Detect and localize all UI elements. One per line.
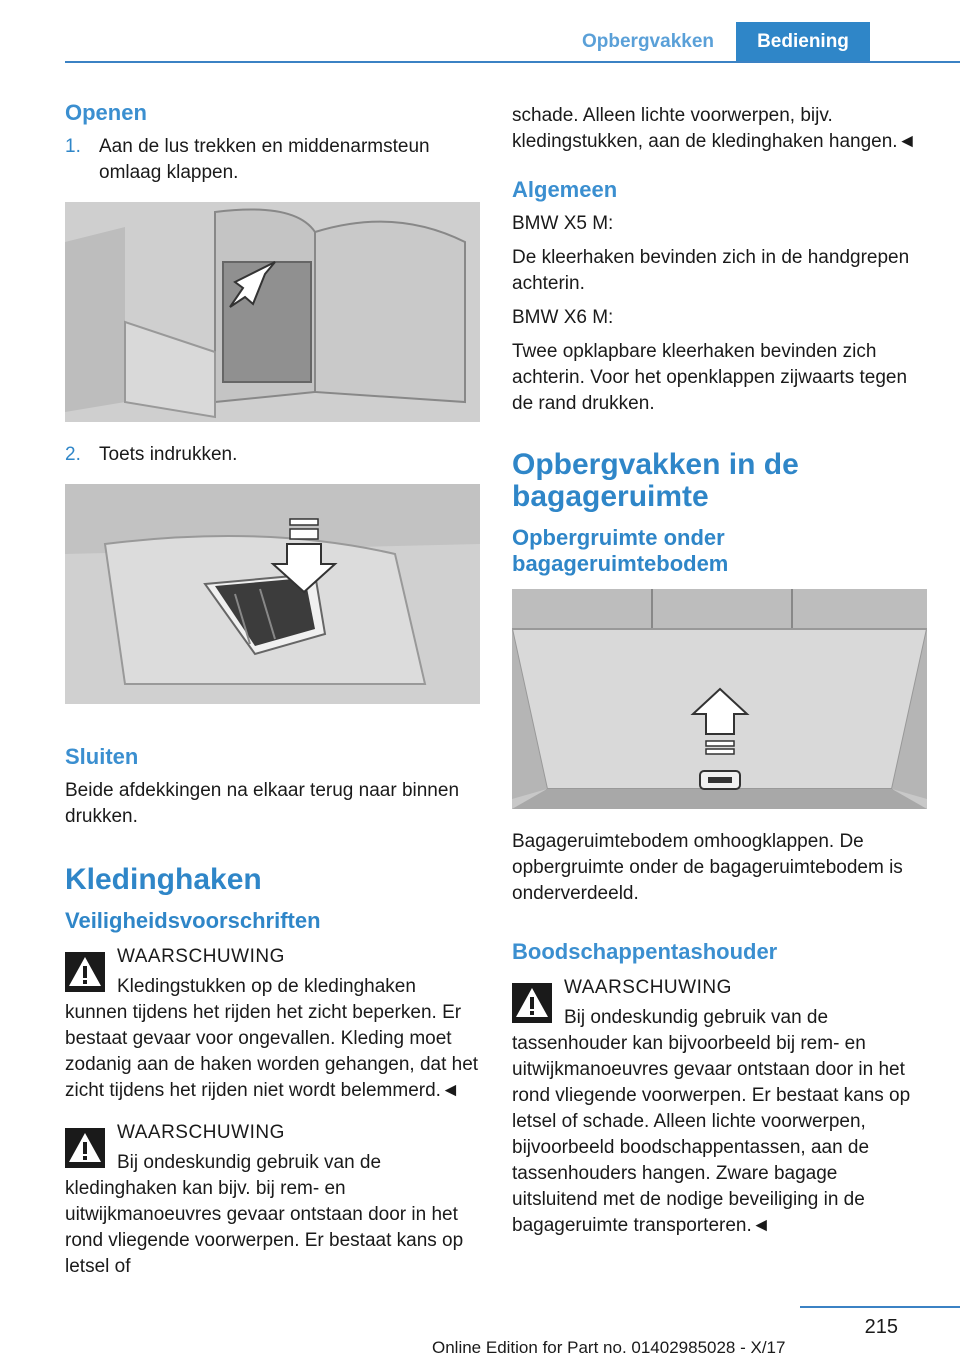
onder-heading: Opbergruimte onder bagageruimtebodem [512,525,729,576]
step-number: 1. [65,136,81,157]
armrest-fold-image [65,202,480,422]
warning-text: Kledingstukken op de kledinghaken kunnen tijdens het rijden het zicht beperken. Er bestaat gevaar voor ongevallen. Kleding moet zodanig aan de haken worden gehangen, dat het zicht tijdens het rijden niet wordt belemmerd.◄ [65,976,479,1101]
sluiten-heading: Sluiten [65,744,139,769]
right-column [512,103,927,1255]
step-1 [65,134,480,186]
edition-text: Online Edition for Part no. 01402985028 - X/17 [432,1338,786,1357]
bagage-heading: Opbergvakken in de bagageruimte [512,448,799,513]
warning-block [512,975,927,1239]
warning-icon [512,983,552,1023]
x5-text: De kleerhaken bevinden zich in de handgrepen achterin. [512,247,910,294]
kledinghaken-heading: Kledinghaken [65,863,262,896]
page-number: 215 [864,1316,898,1338]
continued-text: schade. Alleen lichte voorwerpen, bijv. kledingstukken, aan de kledinghaken hangen.◄ [512,105,917,152]
x5-label: BMW X5 M: [512,213,614,234]
algemeen-heading: Algemeen [512,177,618,202]
button-press-illustration [65,484,480,704]
warning-label: WAARSCHUWING [117,946,285,967]
veiligheid-heading: Veiligheidsvoorschriften [65,908,321,933]
warning-text: Bij ondeskundig gebruik van de kledinghaken kan bijv. bij rem- en uitwijkmanoeuvres gevaar ontstaan door in het rond vliegende voorwerpen. Er bestaat kans op letsel of [65,1152,464,1277]
cargo-floor-image [512,589,927,809]
step-number: 2. [65,444,81,465]
section-tab[interactable]: Opbergvakken [560,22,736,62]
boodschappen-heading: Boodschappentashouder [512,939,778,964]
warning-label: WAARSCHUWING [564,977,732,998]
cargo-floor-illustration [512,589,927,809]
warning-text: Bij ondeskundig gebruik van de tassenhouder kan bijvoorbeeld bij rem- en uitwijkmanoeuvres gevaar ontstaan door in het rond vliegende voorwerpen. Er bestaat kans op letsel of schade. Alleen lichte voorwerpen, bijvoorbeeld boodschappentassen, aan de tassenhouders hangen. Zware bagage uitsluitend met de nodige beveiliging in de bagageruimte transporteren.◄ [512,1007,911,1236]
step-text: Toets indrukken. [99,444,238,465]
x6-label: BMW X6 M: [512,307,614,328]
step-text: Aan de lus trekken en middenarmsteun omlaag klappen. [99,136,430,183]
x6-text: Twee opklapbare kleerhaken bevinden zich achterin. Voor het openklappen zijwaarts tegen de rand drukken. [512,341,908,414]
header-rule [65,61,960,63]
onder-text: Bagageruimtebodem omhoogklappen. De opbergruimte onder de bagageruimtebodem is onderverdeeld. [512,831,903,904]
button-press-image [65,484,480,704]
warning-block [65,944,480,1104]
warning-block [65,1120,480,1280]
chapter-tab[interactable]: Bediening [736,22,870,62]
step-2 [65,442,480,468]
page-header [0,0,960,62]
left-column [65,98,480,1296]
footer-rule [800,1306,960,1308]
warning-icon [65,952,105,992]
openen-heading: Openen [65,100,147,125]
warning-label: WAARSCHUWING [117,1122,285,1143]
armrest-fold-illustration [65,202,480,422]
warning-icon [65,1128,105,1168]
sluiten-text: Beide afdekkingen na elkaar terug naar binnen drukken. [65,780,460,827]
